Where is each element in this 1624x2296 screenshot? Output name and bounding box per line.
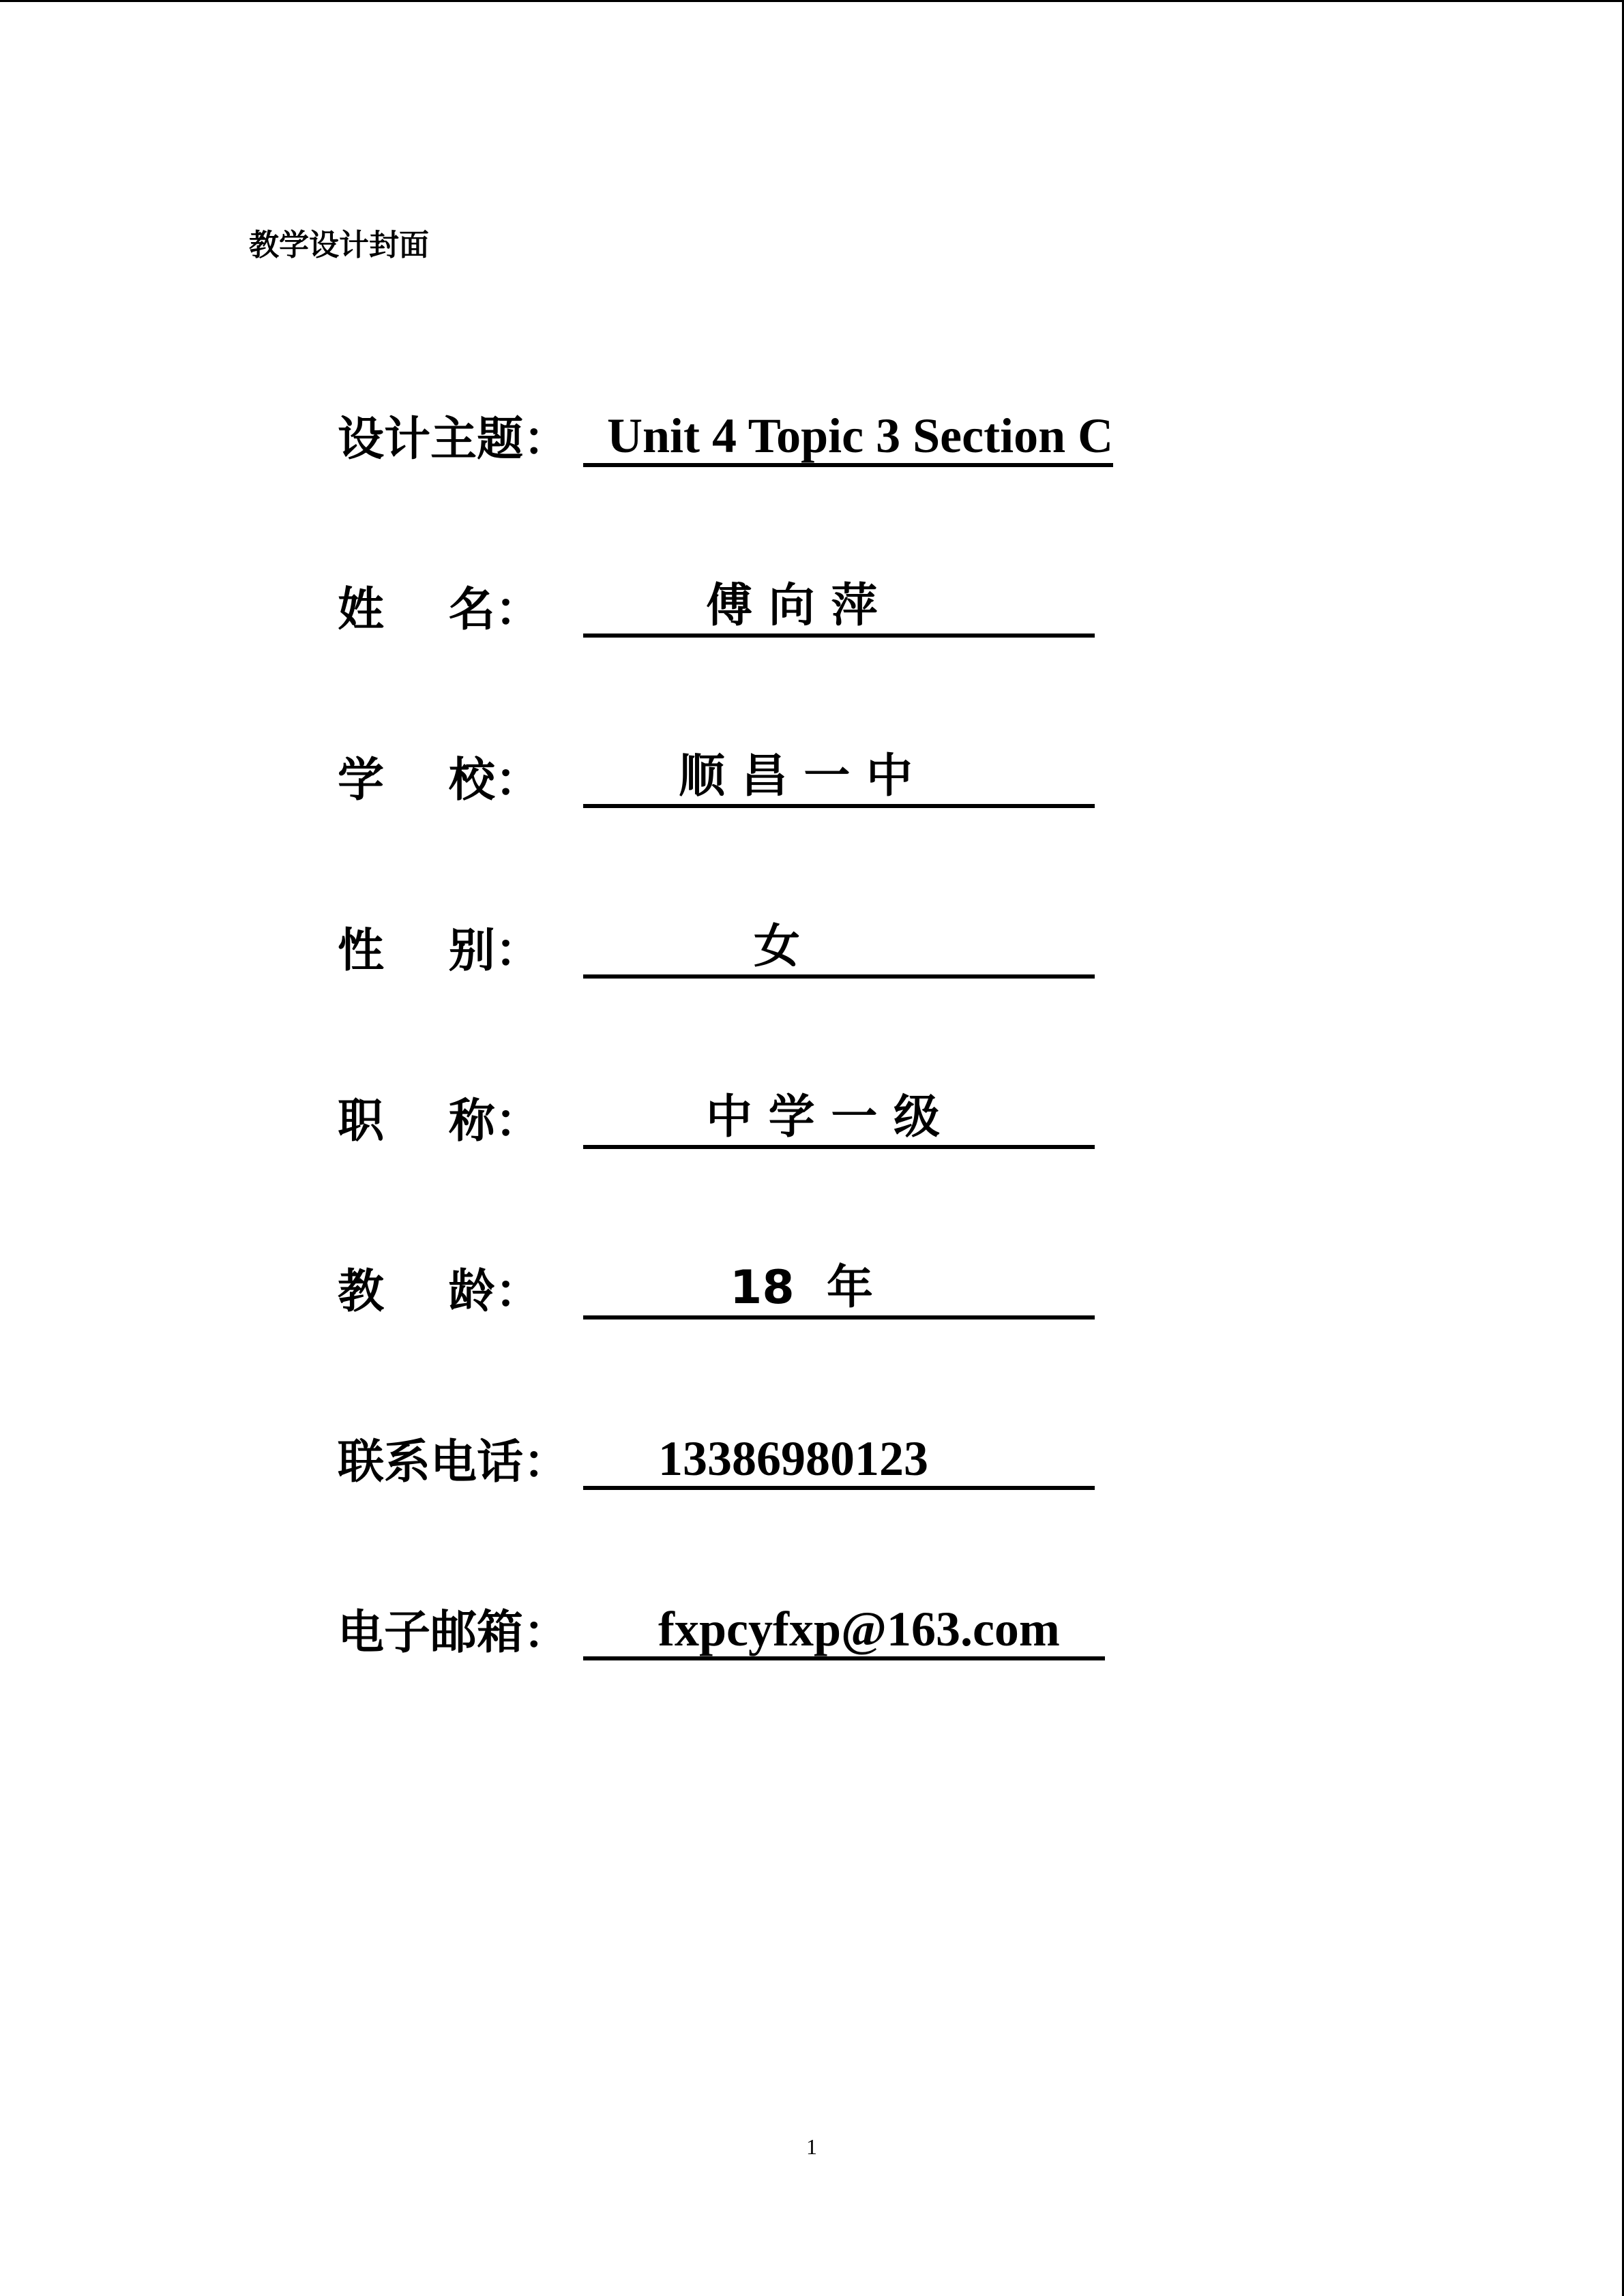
phone-value-line	[583, 1431, 1095, 1490]
phone-value: 13386980123	[658, 1431, 928, 1486]
document-header: 教学设计封面	[249, 228, 429, 263]
email-label: 电子邮箱：	[338, 1606, 570, 1660]
school-label: 学 校：	[338, 754, 542, 807]
email-value: fxpcyfxp@163.com	[658, 1602, 1060, 1656]
title-value: 中 学 一 级	[706, 1090, 941, 1144]
name-label: 姓 名：	[338, 583, 542, 637]
school-value-line	[583, 749, 1095, 808]
title-value-line	[583, 1090, 1095, 1149]
gender-value: 女	[754, 920, 801, 974]
theme-value: Unit 4 Topic 3 Section C	[607, 408, 1114, 463]
email-value-line	[583, 1602, 1105, 1660]
school-value: 顺 昌 一 中	[679, 749, 913, 803]
page-border-top	[0, 0, 1624, 2]
gender-label: 性 别：	[338, 924, 542, 978]
title-label: 职 称：	[338, 1094, 542, 1148]
teaching-years-value: 18 年	[730, 1261, 873, 1315]
page-number: 1	[806, 2134, 817, 2159]
theme-value-line	[583, 408, 1113, 467]
phone-label: 联系电话：	[338, 1435, 570, 1489]
name-value-line	[583, 579, 1095, 638]
name-value: 傅 向 萍	[706, 579, 878, 633]
gender-value-line	[583, 920, 1095, 979]
theme-label: 设计主题：	[338, 413, 570, 466]
teaching-years-value-line	[583, 1261, 1095, 1320]
teaching-years-label: 教 龄：	[338, 1265, 542, 1319]
